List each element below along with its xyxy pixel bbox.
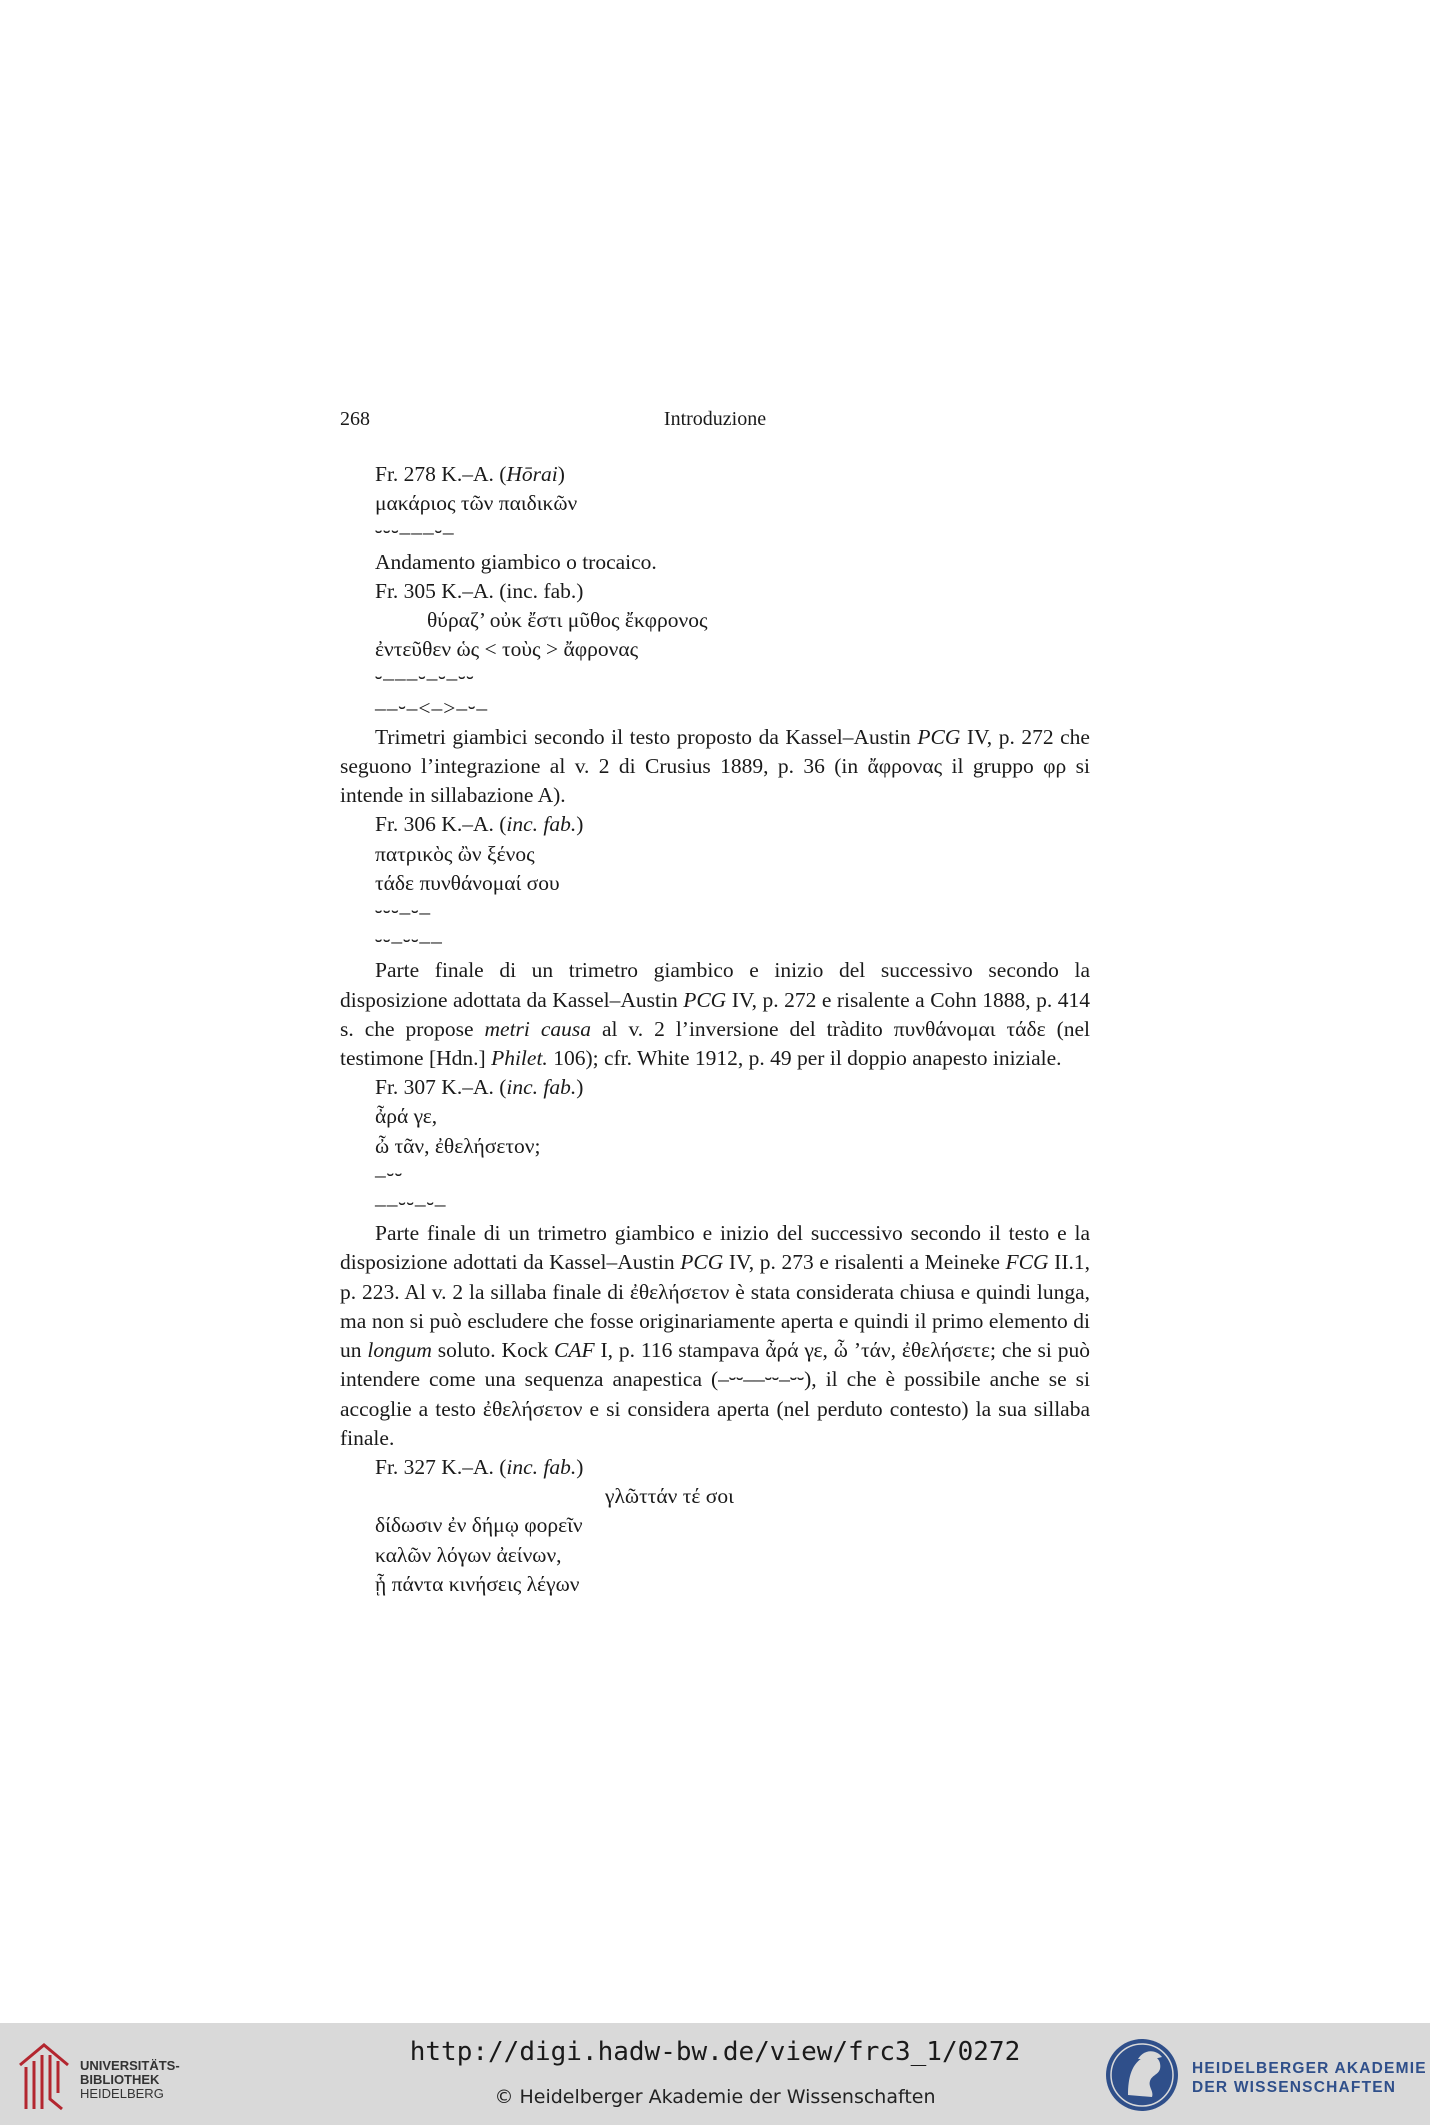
greek-verse: πατρικὸς ὢν ξένος [375, 841, 535, 866]
greek-verse: τάδε πυνθάνομαί σου [375, 870, 560, 895]
greek-verse: καλῶν λόγων ἀείνων, [375, 1542, 562, 1567]
metrical-scheme: ⏑⏑–⏑⏑–– [375, 929, 443, 954]
athena-seal-icon [1104, 2037, 1180, 2113]
greek-verse: ἐντεῦθεν ὡς < τοὺς > ἄφρονας [375, 637, 639, 662]
greek-verse: ᾗ πάντα κινήσεις λέγων [375, 1571, 580, 1596]
greek-verse: θύραζ’ οὐκ ἔστι μῦθος ἔκφρονος [427, 608, 708, 633]
metrical-scheme: ⏑⏑⏑–––⏑– [375, 520, 455, 545]
commentary: Parte finale di un trimetro giambico e inizio del successivo secondo il testo e la disposizione adottati da Kassel–Austin PCG IV, p. 273 e risalenti a Meineke FCG II.1, p. 223. Al v. 2 la sillaba finale di ἐθελήσετον è stata considerata chiusa e quindi lunga, ma non si può escludere che fosse originariamente aperta e quindi il primo elemento di un longum soluto. Kock CAF I, p. 116 stampava ἆρά γε, ὦ ’τάν, ἐθελήσετε; che si può intendere come una sequenza anapestica (–⏑⏑––⏑⏑–⏑⏑), il che è possibile anche se si accoglie a testo ἐθελήσετον e si considera aperta (nel perduto contesto) la sua sillaba finale. [340, 1221, 1090, 1450]
commentary: Trimetri giambici secondo il testo proposto da Kassel–Austin PCG IV, p. 272 che seguono l’integrazione al v. 2 di Crusius 1889, p. 36 (in ἄφρονας il gruppo φρ si intende in sillabazione A). [340, 724, 1090, 808]
fragment-heading: Fr. 305 K.–A. (inc. fab.) [375, 578, 584, 603]
permalink-url[interactable]: http://digi.hadw-bw.de/view/frc3_1/0272 [409, 2037, 1021, 2067]
document-body [340, 460, 1090, 1599]
fragment-heading: Fr. 307 K.–A. (inc. fab.) [375, 1075, 584, 1100]
metrical-scheme: ⏑–––⏑–⏑–⏑⏑ [375, 666, 475, 691]
academy-name: HEIDELBERGER AKADEMIE DER WISSENSCHAFTEN [1192, 2060, 1427, 2096]
greek-verse: δίδωσιν ἐν δήμῳ φορεῖν [375, 1513, 583, 1538]
fragment-heading: Fr. 327 K.–A. (inc. fab.) [375, 1454, 584, 1479]
greek-verse: ὦ τᾶν, ἐθελήσετον; [375, 1133, 541, 1158]
metrical-scheme: ––⏑⏑–⏑– [375, 1192, 447, 1217]
metrical-scheme: ⏑⏑⏑–⏑– [375, 900, 432, 925]
greek-verse: ἆρά γε, [375, 1104, 438, 1129]
academy-logo[interactable] [1104, 2037, 1427, 2113]
fragment-heading: Fr. 306 K.–A. (inc. fab.) [375, 812, 584, 837]
page-number: 268 [340, 408, 370, 430]
greek-verse: μακάριος τῶν παιδικῶν [375, 491, 578, 516]
running-title: Introduzione [663, 408, 767, 430]
library-name: UNIVERSITÄTS- BIBLIOTHEK HEIDELBERG [80, 2058, 180, 2101]
metrical-scheme: –⏑⏑ [375, 1162, 404, 1187]
commentary: Andamento giambico o trocaico. [375, 549, 657, 574]
commentary: Parte finale di un trimetro giambico e inizio del successivo secondo la disposizione adottata da Kassel–Austin PCG IV, p. 272 e risalente a Cohn 1888, p. 414 s. che propose metri causa al v. 2 l’inversione del tràdito πυνθάνομαι τάδε (nel testimone [Hdn.] Philet. 106); cfr. White 1912, p. 49 per il doppio anapesto iniziale. [340, 958, 1090, 1071]
copyright-notice: © Heidelberger Akademie der Wissenschaften [494, 2086, 936, 2108]
fragment-heading: Fr. 278 K.–A. (Hōrai) [375, 462, 565, 486]
metrical-scheme: ––⏑–<–>–⏑– [375, 695, 489, 720]
greek-verse: γλῶττάν τέ σοι [605, 1484, 734, 1509]
viewer-footer [0, 2023, 1430, 2125]
running-head [340, 408, 1090, 438]
